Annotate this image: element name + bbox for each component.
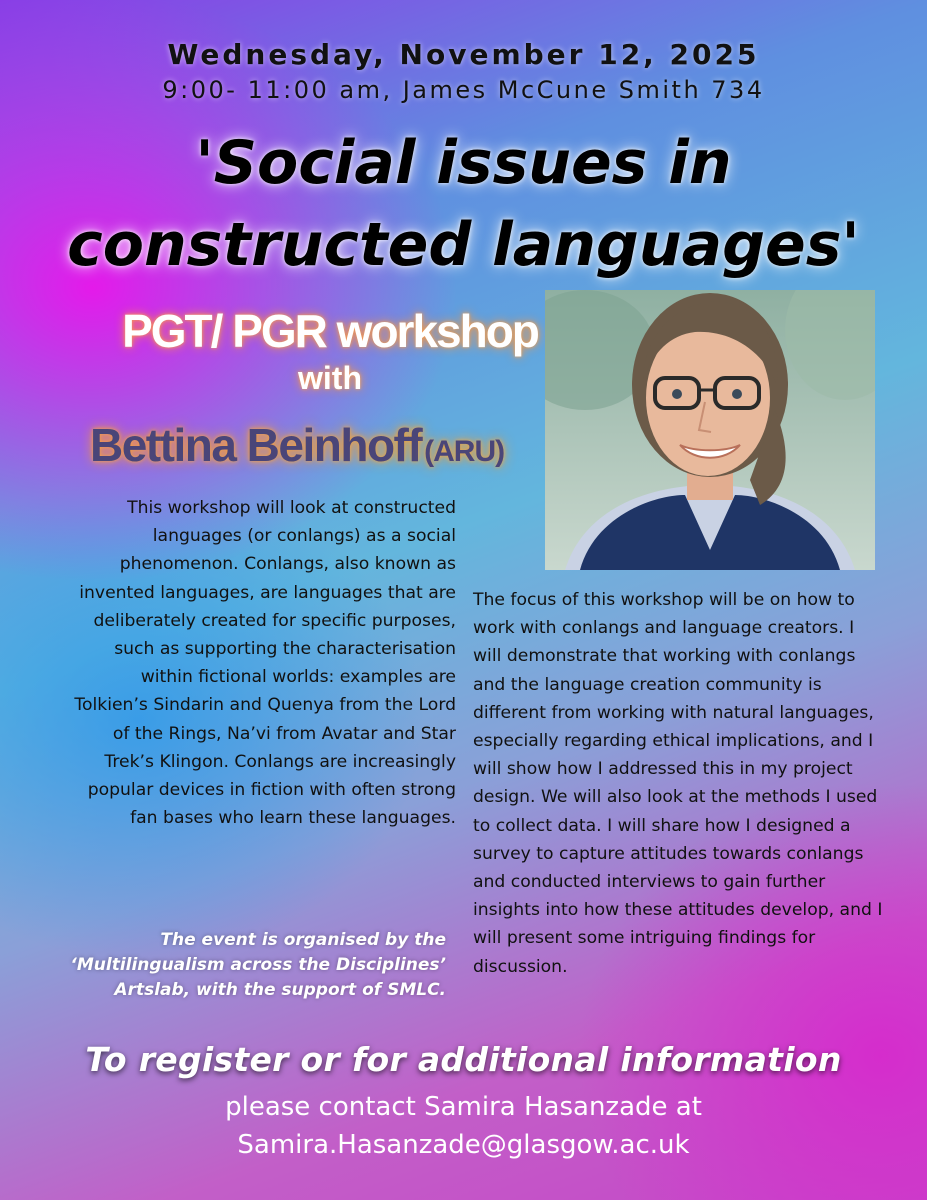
organiser-note [46,928,446,1003]
event-title [0,122,927,286]
workshop-type: PGT/ PGR workshop [122,305,538,357]
contact-email[interactable]: Samira.Hasanzade@glasgow.ac.uk [237,1130,690,1160]
organiser-line-1: The event is organised by the [160,930,446,950]
speaker-name: Bettina Beinhoff [90,419,422,471]
description-left: This workshop will look at constructed languages (or conlangs) as a social phenomenon. Conlangs, also known as invented languages, are languages that are deliberately created for specific purposes, such as supporting the characterisation within fictional worlds: examples are Tolkien’s Sindarin and Quenya from the Lord of the Rings, Na’vi from Avatar and Star Trek’s Klingon. Conlangs are increasingly popular devices in fiction with often strong fan bases who learn these languages. [74,498,456,829]
speaker [90,418,610,472]
organiser-line-2: ‘Multilingualism across the Disciplines’ [70,955,446,975]
event-time-location: 9:00- 11:00 am, James McCune Smith 734 [162,76,765,104]
portrait-illustration [545,290,875,570]
title-line-1: 'Social issues in [195,128,732,198]
title-line-2: constructed languages' [67,210,860,280]
description-right: The focus of this workshop will be on how to work with conlangs and language creators. I will demonstrate that working with conlangs and the language creation community is different from working with natural languages, especially regarding ethical implications, and I will show how I addressed this in my project design. We will also look at the methods I used to collect data. I will share how I designed a survey to capture attitudes towards conlangs and conducted interviews to gain further insights into how these attitudes develop, and I will present some intriguing findings for discussion. [473,590,883,977]
organiser-line-3: Artslab, with the support of SMLC. [114,980,446,1000]
contact-line: please contact Samira Hasanzade at [225,1092,702,1122]
event-date: Wednesday, November 12, 2025 [167,38,760,71]
speaker-affiliation: (ARU) [424,435,505,468]
speaker-portrait-icon [545,290,875,570]
register-heading: To register or for additional information [85,1040,842,1079]
with-label: with [298,360,362,396]
